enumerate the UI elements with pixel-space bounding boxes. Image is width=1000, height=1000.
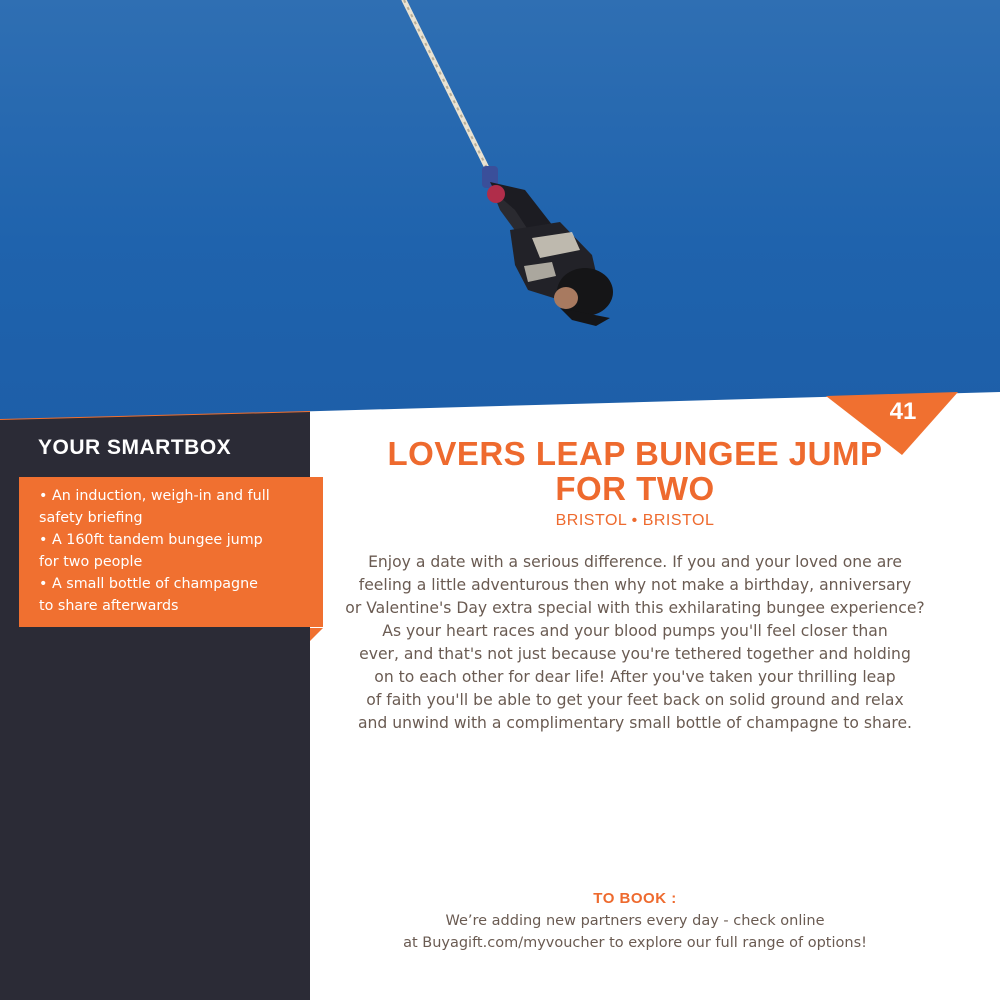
description-line: or Valentine's Day extra special with this exhilarating bungee experience? — [345, 599, 925, 617]
smartbox-item: for two people — [39, 554, 143, 570]
experience-title-line: FOR TWO — [555, 470, 715, 507]
experience-description — [340, 551, 930, 735]
experience-title-line: LOVERS LEAP BUNGEE JUMP — [387, 435, 883, 472]
description-line: Enjoy a date with a serious difference. If you and your loved one are — [368, 553, 902, 571]
description-line: ever, and that's not just because you're tethered together and holding — [359, 645, 911, 663]
experience-location: BRISTOL • BRISTOL — [555, 512, 715, 529]
smartbox-item: • A small bottle of champagne — [39, 576, 258, 592]
experience-title — [340, 436, 930, 506]
smartbox-contents — [19, 477, 323, 627]
description-line: As your heart races and your blood pumps you'll feel closer than — [382, 622, 888, 640]
smartbox-item: safety briefing — [39, 510, 143, 526]
description-line: and unwind with a complimentary small bottle of champagne to share. — [357, 714, 913, 732]
booking-line: We’re adding new partners every day - check online — [445, 913, 825, 929]
booking-line: at Buyagift.com/myvoucher to explore our full range of options! — [403, 935, 867, 951]
booking-heading: TO BOOK : — [593, 890, 677, 907]
page-number: 41 — [889, 398, 917, 425]
smartbox-item: to share afterwards — [39, 598, 179, 614]
smartbox-item: • An induction, weigh-in and full — [39, 488, 270, 504]
smartbox-heading: YOUR SMARTBOX — [38, 436, 232, 459]
description-line: of faith you'll be able to get your feet back on solid ground and relax — [366, 691, 904, 709]
description-line: on to each other for dear life! After you've taken your thrilling leap — [374, 668, 896, 686]
smartbox-item: • A 160ft tandem bungee jump — [39, 532, 263, 548]
description-line: feeling a little adventurous then why not make a birthday, anniversary — [358, 576, 912, 594]
booking-info — [340, 910, 930, 954]
